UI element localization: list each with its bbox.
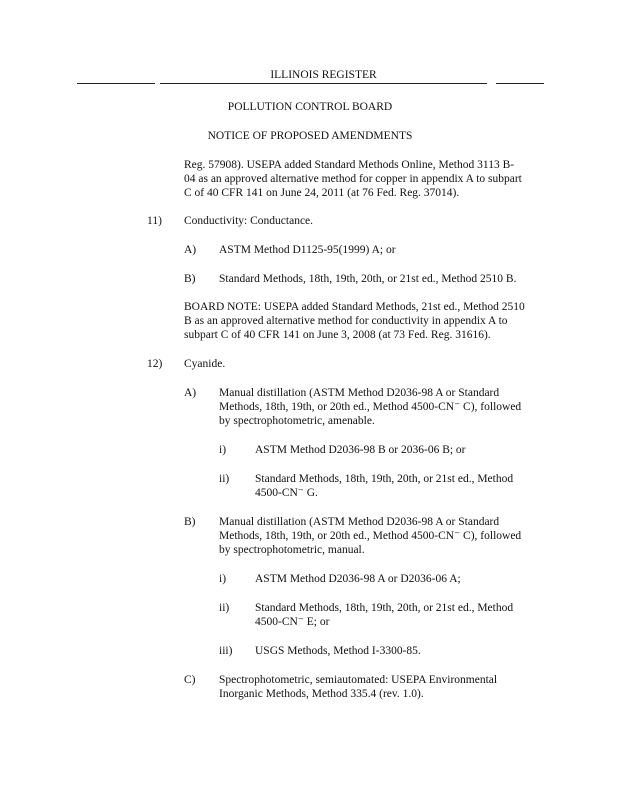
item-12-a-line: Manual distillation (ASTM Method D2036-98 A or Standard — [219, 387, 500, 399]
notice-title: NOTICE OF PROPOSED AMENDMENTS — [207, 130, 413, 142]
item-12-a-line: by spectrophotometric, amenable. — [219, 415, 375, 427]
item-12-b-line: by spectrophotometric, manual. — [219, 544, 365, 556]
header-rule-left — [77, 83, 155, 84]
item-11-a-text: ASTM Method D1125-95(1999) A; or — [219, 244, 396, 256]
item-12-b-line: Manual distillation (ASTM Method D2036-98 A or Standard — [219, 516, 500, 528]
board-name: POLLUTION CONTROL BOARD — [227, 101, 393, 113]
intro-line: 04 as an approved alternative method for copper in appendix A to subpart — [184, 173, 522, 185]
intro-line: C of 40 CFR 141 on June 24, 2011 (at 76 Fed. Reg. 37014). — [184, 187, 460, 199]
intro-line: Reg. 57908). USEPA added Standard Methods Online, Method 3113 B- — [184, 159, 515, 171]
item-11-b-label: B) — [184, 273, 196, 285]
item-12-b-iii-label: iii) — [219, 645, 233, 657]
item-12-number: 12) — [147, 358, 163, 370]
item-11-number: 11) — [147, 215, 162, 227]
item-12-c-label: C) — [184, 674, 196, 686]
item-12-a-i-label: i) — [219, 444, 227, 456]
item-12-c-line: Inorganic Methods, Method 335.4 (rev. 1.0). — [219, 688, 424, 700]
item-12-b-i-text: ASTM Method D2036-98 A or D2036-06 A; — [255, 573, 461, 585]
item-11-title: Conductivity: Conductance. — [184, 215, 314, 227]
header-rule-right — [496, 83, 544, 84]
item-12-a-line: Methods, 18th, 19th, or 20th ed., Method 4500-CN⁻ C), followed — [219, 401, 522, 413]
item-12-a-ii-line: Standard Methods, 18th, 19th, 20th, or 21st ed., Method — [255, 473, 514, 485]
item-12-b-line: Methods, 18th, 19th, or 20th ed., Method 4500-CN⁻ C), followed — [219, 530, 522, 542]
board-note-line: B as an approved alternative method for conductivity in appendix A to — [184, 315, 508, 327]
item-12-b-ii-line: Standard Methods, 18th, 19th, 20th, or 21st ed., Method — [255, 602, 514, 614]
item-11-a-label: A) — [184, 244, 197, 256]
item-12-b-label: B) — [184, 516, 196, 528]
register-title: ILLINOIS REGISTER — [270, 69, 377, 81]
item-12-c-line: Spectrophotometric, semiautomated: USEPA Environmental — [219, 674, 498, 686]
item-12-b-iii-text: USGS Methods, Method I-3300-85. — [255, 645, 421, 657]
item-12-b-ii-line: 4500-CN⁻ E; or — [255, 616, 330, 628]
item-12-title: Cyanide. — [184, 358, 226, 370]
board-note-line: subpart C of 40 CFR 141 on June 3, 2008 (at 73 Fed. Reg. 31616). — [184, 329, 491, 341]
item-12-b-ii-label: ii) — [219, 602, 230, 614]
item-11-b-text: Standard Methods, 18th, 19th, 20th, or 21st ed., Method 2510 B. — [219, 273, 517, 285]
item-12-a-ii-line: 4500-CN⁻ G. — [255, 487, 318, 499]
header-rule-middle — [160, 83, 487, 84]
item-12-a-ii-label: ii) — [219, 473, 230, 485]
item-12-b-i-label: i) — [219, 573, 227, 585]
item-12-a-label: A) — [184, 387, 197, 399]
board-note-line: BOARD NOTE: USEPA added Standard Methods, 21st ed., Method 2510 — [184, 301, 525, 313]
item-12-a-i-text: ASTM Method D2036-98 B or 2036-06 B; or — [255, 444, 466, 456]
